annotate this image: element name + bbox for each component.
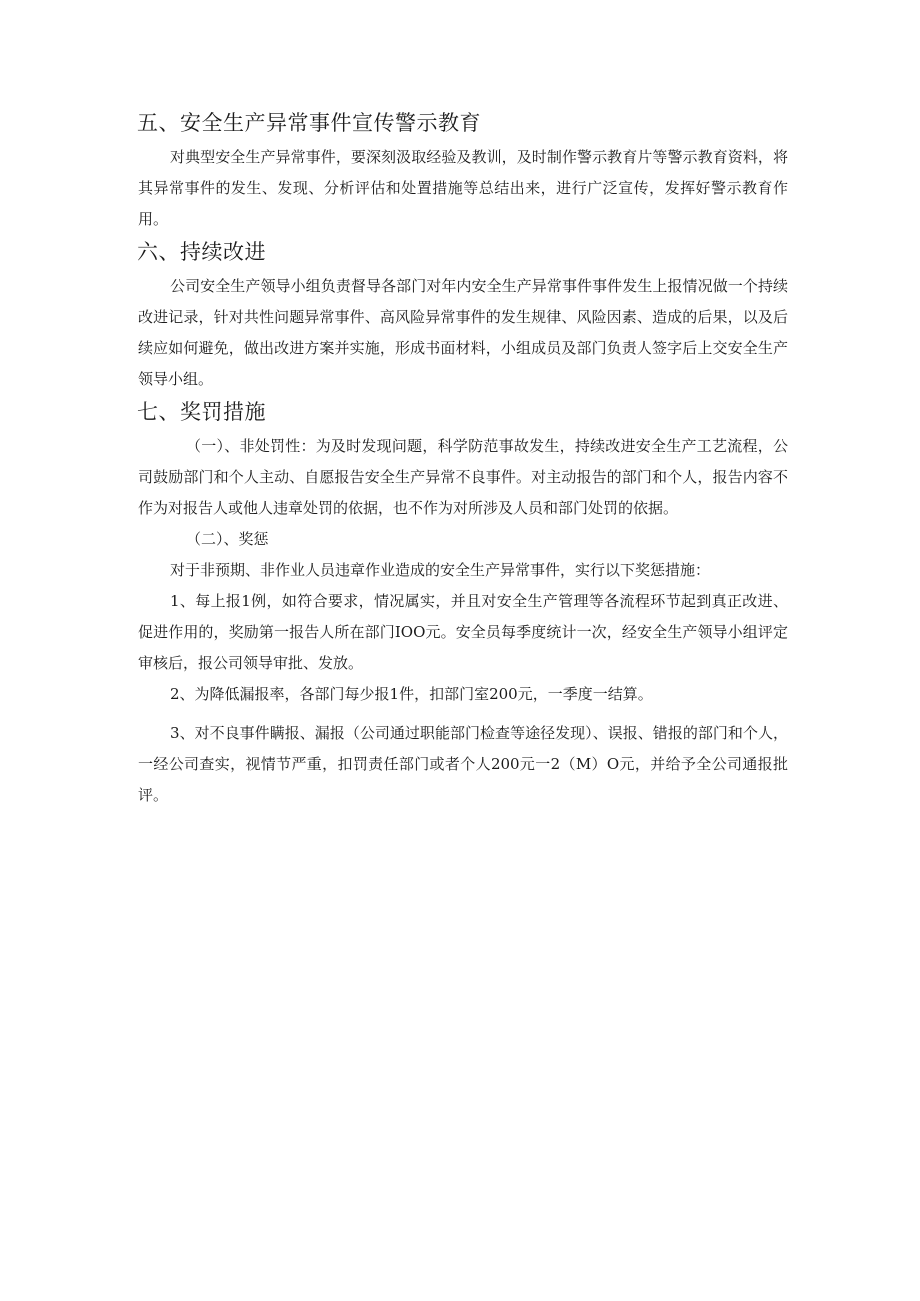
paragraph: 对典型安全生产异常事件，要深刻汲取经验及教训，及时制作警示教育片等警示教育资料，将其异常事件的发生、发现、分析评估和处置措施等总结出来，进行广泛宣传，发挥好警示教育作用。 xyxy=(138,148,788,228)
paragraph: 3、对不良事件瞒报、漏报（公司通过职能部门检查等途径发现）、误报、错报的部门和个人，一经公司查实，视情节严重，扣罚责任部门或者个人200元一2（M）O元，并给予全公司通报批评。 xyxy=(138,724,788,804)
document-page xyxy=(138,108,788,813)
paragraph: 1、每上报1例，如符合要求，情况属实，并且对安全生产管理等各流程环节起到真正改进、促进作用的，奖励第一报告人所在部门IOO元。安全员每季度统计一次，经安全生产领导小组评定审核后，报公司领导审批、发放。 xyxy=(138,592,788,672)
paragraph: （二）、奖惩 xyxy=(186,530,269,548)
section-heading: 七、奖罚措施 xyxy=(137,400,266,424)
paragraph: （一）、非处罚性：为及时发现问题，科学防范事故发生，持续改进安全生产工艺流程，公司鼓励部门和个人主动、自愿报告安全生产异常不良事件。对主动报告的部门和个人，报告内容不作为对报告人或他人违章处罚的依据，也不作为对所涉及人员和部门处罚的依据。 xyxy=(138,437,788,517)
paragraph: 对于非预期、非作业人员违章作业造成的安全生产异常事件，实行以下奖惩措施： xyxy=(170,561,711,579)
section-heading: 五、安全生产异常事件宣传警示教育 xyxy=(137,111,481,135)
section-heading: 六、持续改进 xyxy=(137,240,266,264)
section-6 xyxy=(138,237,788,395)
section-5 xyxy=(138,108,788,235)
paragraph: 公司安全生产领导小组负责督导各部门对年内安全生产异常事件事件发生上报情况做一个持续改进记录，针对共性问题异常事件、高风险异常事件的发生规律、风险因素、造成的后果，以及后续应如何避免，做出改进方案并实施，形成书面材料，小组成员及部门负责人签字后上交安全生产领导小组。 xyxy=(138,277,788,388)
section-7 xyxy=(138,397,788,811)
paragraph: 2、为降低漏报率，各部门每少报1件，扣部门室200元，一季度一结算。 xyxy=(170,685,653,703)
